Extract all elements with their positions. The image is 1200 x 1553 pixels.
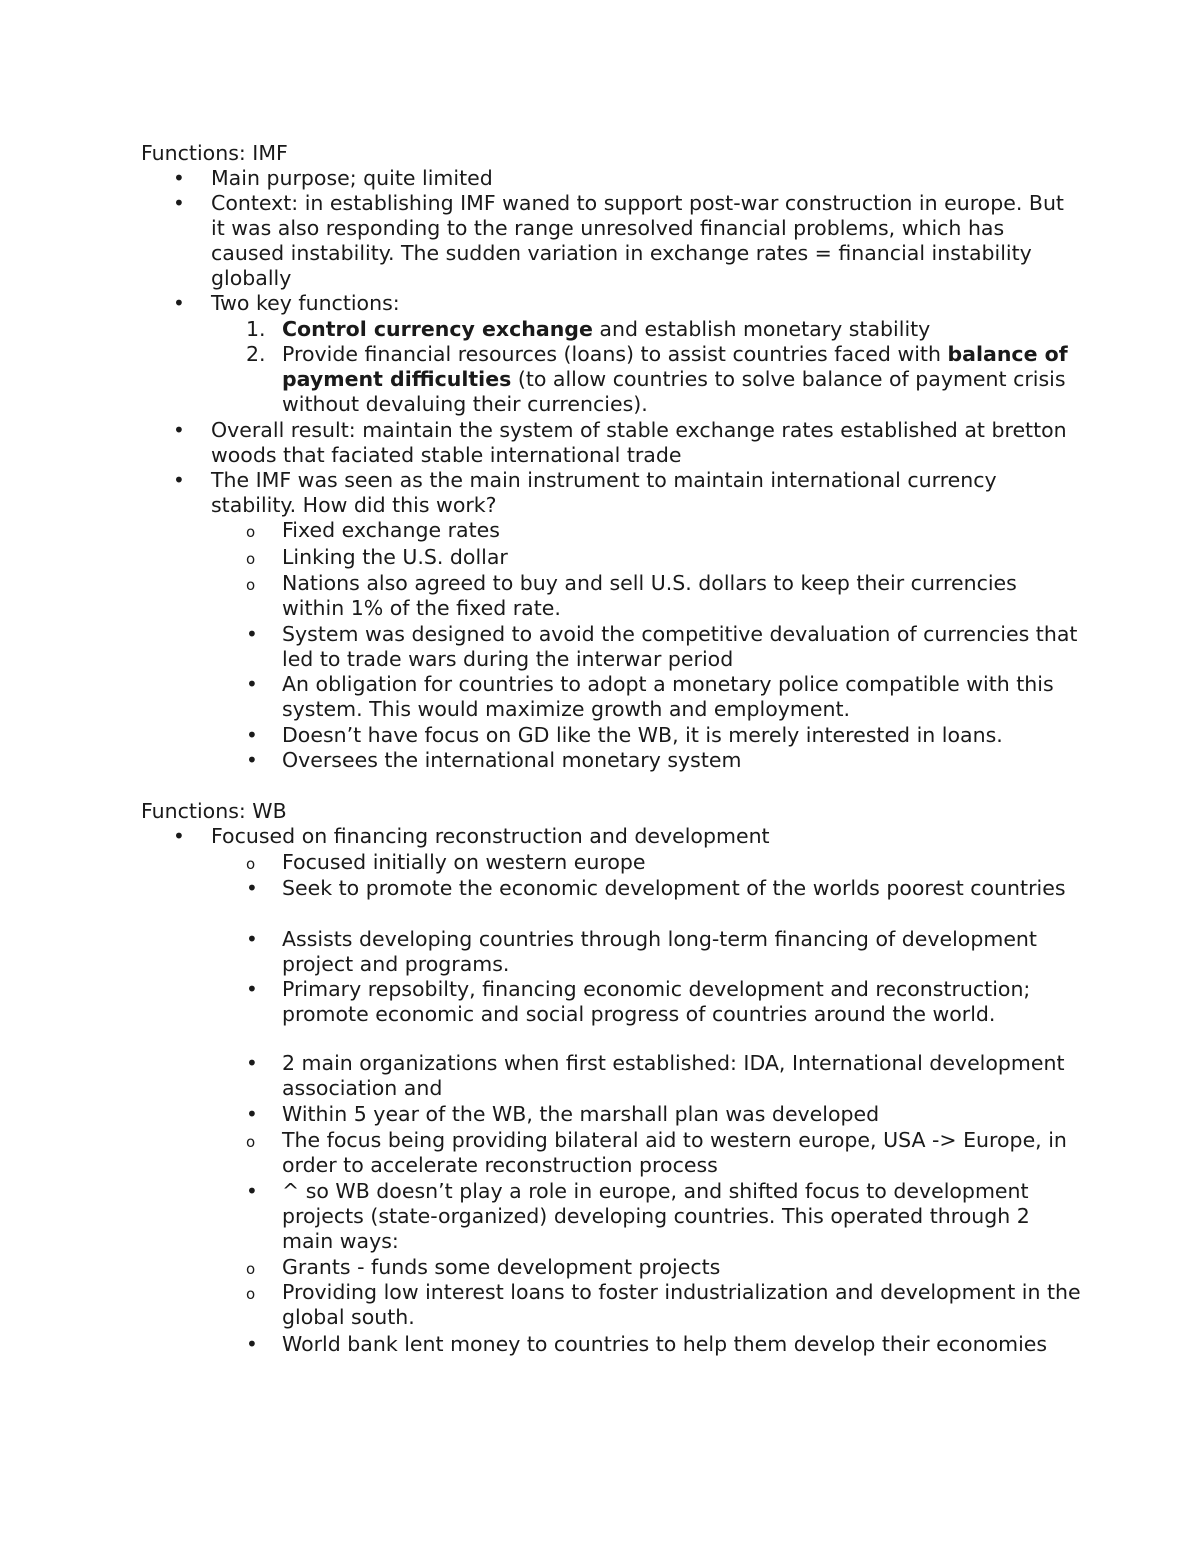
- list-item-text: Linking the U.S. dollar: [282, 545, 508, 569]
- sub-list-item: [246, 518, 1082, 543]
- bullet-icon: •: [173, 418, 185, 442]
- bullet-icon: •: [246, 1051, 258, 1075]
- list-item-text: Seek to promote the economic development of the worlds poorest countries: [282, 876, 1066, 900]
- list-item-text: Doesn’t have focus on GD like the WB, it is merely interested in loans.: [282, 723, 1003, 747]
- list-item-text: Nations also agreed to buy and sell U.S. dollars to keep their currencies within 1% of the fixed rate.: [282, 571, 1017, 620]
- list-item-text: Main purpose; quite limited: [211, 166, 493, 190]
- list-item: [173, 191, 1081, 291]
- list-item-text: ^ so WB doesn’t play a role in europe, and shifted focus to development projects (state-organized) developing countries. This operated through 2 main ways:: [282, 1179, 1030, 1253]
- list-item-text: World bank lent money to countries to help them develop their economies: [282, 1332, 1048, 1356]
- circle-bullet-icon: o: [246, 1260, 256, 1278]
- sub-list-item: [246, 748, 1082, 773]
- sub-list-item: [246, 1179, 1082, 1254]
- bullet-icon: •: [246, 876, 258, 900]
- list-item: [173, 824, 1081, 849]
- list-item: [173, 291, 1081, 316]
- numbered-item: [246, 317, 1082, 342]
- list-item-text: Focused on financing reconstruction and development: [211, 824, 770, 848]
- sub-list-item: [246, 876, 1082, 901]
- circle-bullet-icon: o: [246, 576, 256, 594]
- bullet-icon: •: [246, 1102, 258, 1126]
- bullet-icon: •: [173, 291, 185, 315]
- sub-list-item: [246, 977, 1082, 1027]
- list-item-text: Primary repsobilty, financing economic development and reconstruction; promote economic and social progress of countries around the world.: [282, 977, 1031, 1026]
- bullet-icon: •: [246, 1332, 258, 1356]
- list-item-text: Oversees the international monetary system: [282, 748, 742, 772]
- list-item-text: Providing low interest loans to foster industrialization and development in the global south.: [282, 1280, 1081, 1329]
- list-item: [173, 166, 1081, 191]
- sub-list-item: [246, 1280, 1082, 1330]
- circle-bullet-icon: o: [246, 855, 256, 873]
- sub-list-item: [246, 622, 1082, 672]
- sub-list-item: [246, 927, 1082, 977]
- bullet-icon: •: [173, 824, 185, 848]
- bold-term: Control currency exchange: [282, 317, 593, 341]
- list-number: 1.: [246, 317, 266, 341]
- sub-list-item: [246, 545, 1082, 570]
- sub-list-item: [246, 571, 1082, 621]
- list-item-text: 2 main organizations when first established: IDA, International development association and: [282, 1051, 1065, 1100]
- bullet-icon: •: [246, 927, 258, 951]
- list-item-text: and establish monetary stability: [592, 317, 931, 341]
- bullet-icon: •: [246, 672, 258, 696]
- list-item-text: The focus being providing bilateral aid to western europe, USA -> Europe, in order to accelerate reconstruction process: [282, 1128, 1067, 1177]
- bullet-icon: •: [246, 748, 258, 772]
- list-item: [173, 468, 1081, 518]
- list-item-text: (to allow countries to solve balance of payment crisis without devaluing their currencies).: [282, 367, 1066, 416]
- circle-bullet-icon: o: [246, 550, 256, 568]
- list-item-text: Context: in establishing IMF waned to support post-war construction in europe. But it was also responding to the range unresolved financial problems, which has caused instability. The sudden variation in exchange rates = financial instability globally: [211, 191, 1064, 290]
- list-item-text: An obligation for countries to adopt a monetary police compatible with this system. This would maximize growth and employment.: [282, 672, 1054, 721]
- circle-bullet-icon: o: [246, 1133, 256, 1151]
- bullet-icon: •: [173, 191, 185, 215]
- list-item-text: Assists developing countries through long-term financing of development project and programs.: [282, 927, 1037, 976]
- sub-list-item: [246, 850, 1082, 875]
- sub-list-item: [246, 1051, 1082, 1101]
- circle-bullet-icon: o: [246, 1285, 256, 1303]
- bullet-icon: •: [173, 166, 185, 190]
- sub-list-item: [246, 1255, 1082, 1280]
- bullet-icon: •: [246, 1179, 258, 1203]
- section-heading-wb: Functions: WB: [141, 799, 287, 823]
- list-number: 2.: [246, 342, 266, 366]
- circle-bullet-icon: o: [246, 523, 256, 541]
- bold-term: balance of payment difficulties: [282, 342, 1068, 391]
- list-item-text: Within 5 year of the WB, the marshall plan was developed: [282, 1102, 880, 1126]
- bullet-icon: •: [246, 723, 258, 747]
- bullet-icon: •: [246, 622, 258, 646]
- list-item-text: Fixed exchange rates: [282, 518, 500, 542]
- numbered-item: [246, 342, 1082, 417]
- bullet-icon: •: [173, 468, 185, 492]
- sub-list-item: [246, 1332, 1082, 1357]
- list-item-text: Provide financial resources (loans) to assist countries faced with: [282, 342, 948, 366]
- sub-list-item: [246, 1102, 1082, 1127]
- section-heading-imf: Functions: IMF: [141, 141, 288, 165]
- sub-list-item: [246, 672, 1082, 722]
- bullet-icon: •: [246, 977, 258, 1001]
- list-item-text: The IMF was seen as the main instrument to maintain international currency stability. How did this work?: [211, 468, 997, 517]
- sub-list-item: [246, 723, 1082, 748]
- sub-list-item: [246, 1128, 1082, 1178]
- list-item-text: Grants - funds some development projects: [282, 1255, 721, 1279]
- list-item: [173, 418, 1081, 468]
- list-item-text: Overall result: maintain the system of stable exchange rates established at bretton woods that faciated stable international trade: [211, 418, 1067, 467]
- list-item-text: System was designed to avoid the competitive devaluation of currencies that led to trade wars during the interwar period: [282, 622, 1078, 671]
- list-item-text: Focused initially on western europe: [282, 850, 646, 874]
- list-item-text: Two key functions:: [211, 291, 400, 315]
